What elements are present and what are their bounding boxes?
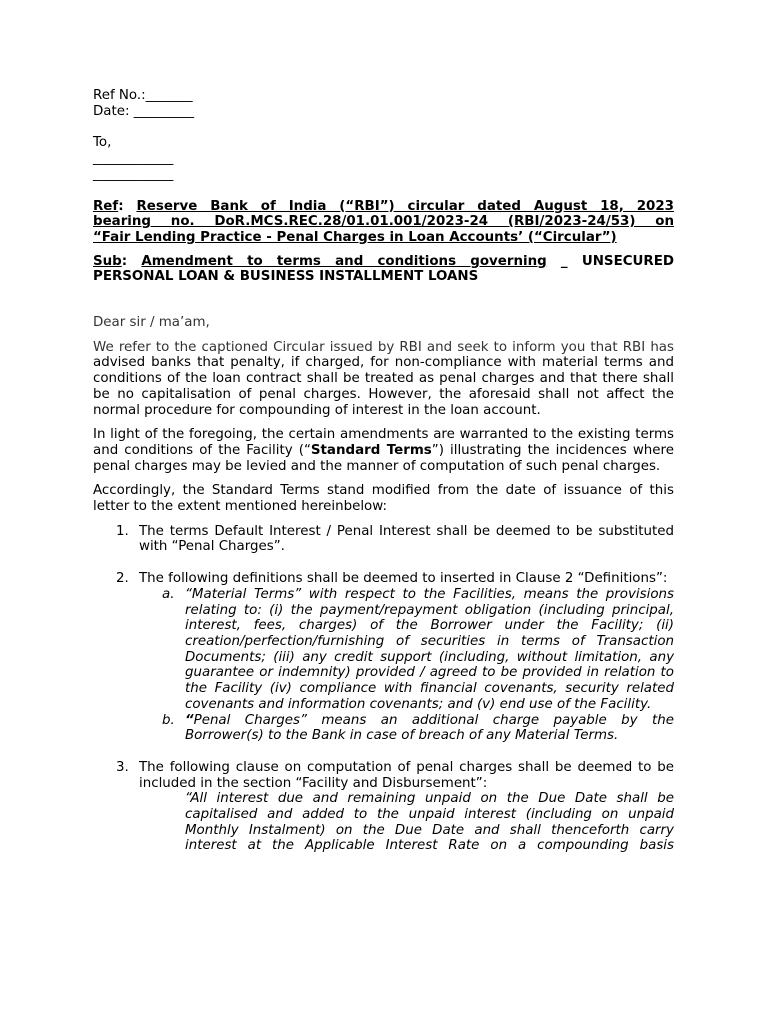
- salutation: Dear sir / ma’am,: [93, 315, 210, 331]
- definition-text-body: Penal Charges” means an additional charge payable by the Borrower(s) to the Bank in case of breach of any Material Terms.: [185, 712, 674, 744]
- paragraph-2-before: In light of the foregoing, the certain amendments are warranted to the existing terms and conditions of the Facility (“: [93, 427, 674, 458]
- to-line: To,: [93, 135, 112, 151]
- amendment-list: [93, 524, 674, 854]
- ref-label: Ref: [93, 198, 119, 214]
- reference-block: [93, 199, 674, 246]
- sub-colon: :: [121, 253, 128, 269]
- definition-text: [185, 713, 674, 744]
- paragraph-2: [93, 427, 674, 474]
- date-line: Date: _________: [93, 103, 195, 119]
- list-item: [93, 571, 674, 744]
- definition-item: [139, 713, 674, 744]
- paragraph-1-rest: advised banks that penalty, if charged, for non-compliance with material terms and conditions of the loan contract shall be treated as penal charges and that there shall be no capitalisation of penal charges. However, the aforesaid shall not affect the normal procedure for compounding of interest in the loan account.: [93, 355, 674, 418]
- letter-content: [93, 88, 674, 854]
- ref-colon: :: [118, 198, 124, 214]
- sub-line-2: PERSONAL LOAN & BUSINESS INSTALLMENT LOANS: [93, 269, 479, 285]
- subject-block: [93, 254, 674, 285]
- definition-letter: a.: [162, 586, 175, 602]
- paragraph-1: [93, 340, 674, 419]
- list-item-text: The following definitions shall be deemed to inserted in Clause 2 “Definitions”:: [139, 571, 668, 587]
- address-line-2: ____________: [93, 166, 174, 182]
- list-item-number: 3.: [116, 759, 129, 775]
- list-item: [93, 524, 674, 555]
- definition-text: “Material Terms” with respect to the Facilities, means the provisions relating to: (i) the payment/repayment obligation (including principal, interest, fees, charges) of the Borrower under the Facility; (ii) creation/perfection/furnishing of securities in terms of Transaction Documents; (iii) any credit support (including, without limitation, any guarantee or indemnity) provided / agreed to be provided in relation to the Facility (iv) compliance with financial covenants, security related covenants and information covenants; and (v) end use of the Facility.: [185, 586, 674, 712]
- ref-line-3: “Fair Lending Practice - Penal Charges in Loan Accounts’ (“Circular”): [93, 229, 617, 245]
- paragraph-2-after: ”) illustrating the incidences where penal charges may be levied and the manner of computation of such penal charges.: [93, 442, 674, 474]
- list-item-number: 1.: [116, 523, 129, 539]
- paragraph-3: Accordingly, the Standard Terms stand modified from the date of issuance of this letter to the extent mentioned hereinbelow:: [93, 483, 674, 515]
- list-item-text: The terms Default Interest / Penal Interest shall be deemed to be substituted with “Penal Charges”.: [139, 523, 674, 555]
- ref-no-line: Ref No.:_______: [93, 88, 193, 103]
- sub-label: Sub: [93, 253, 122, 269]
- clause-3-quote: “All interest due and remaining unpaid on the Due Date shall be capitalised and added to the unpaid interest (including on unpaid Monthly Instalment) on the Due Date and shall thenceforth carry interest at the Applicable Interest Rate on a compounding basis: [185, 791, 674, 854]
- sub-underlined: Amendment to terms and conditions governing: [141, 253, 547, 269]
- list-item-text: The following clause on computation of penal charges shall be deemed to be included in the section “Facility and Disbursement”:: [139, 759, 674, 791]
- definition-letter: b.: [162, 712, 175, 728]
- paragraph-1-start: We refer to the captioned Circular issued by RBI and seek to inform you that RBI has: [93, 339, 674, 355]
- bold-quote-mark: “: [185, 712, 194, 728]
- ref-line-2: bearing no. DoR.MCS.REC.28/01.01.001/2023-24 (RBI/2023-24/53) on: [93, 214, 674, 230]
- sub-rest: _ UNSECURED: [546, 253, 674, 269]
- definition-item: [139, 587, 674, 713]
- ref-line-1: Reserve Bank of India (“RBI”) circular dated August 18, 2023: [136, 198, 674, 214]
- list-item-number: 2.: [116, 571, 129, 587]
- list-item: [93, 760, 674, 854]
- address-line-1: ____________: [93, 151, 174, 167]
- standard-terms-bold: Standard Terms: [310, 442, 432, 458]
